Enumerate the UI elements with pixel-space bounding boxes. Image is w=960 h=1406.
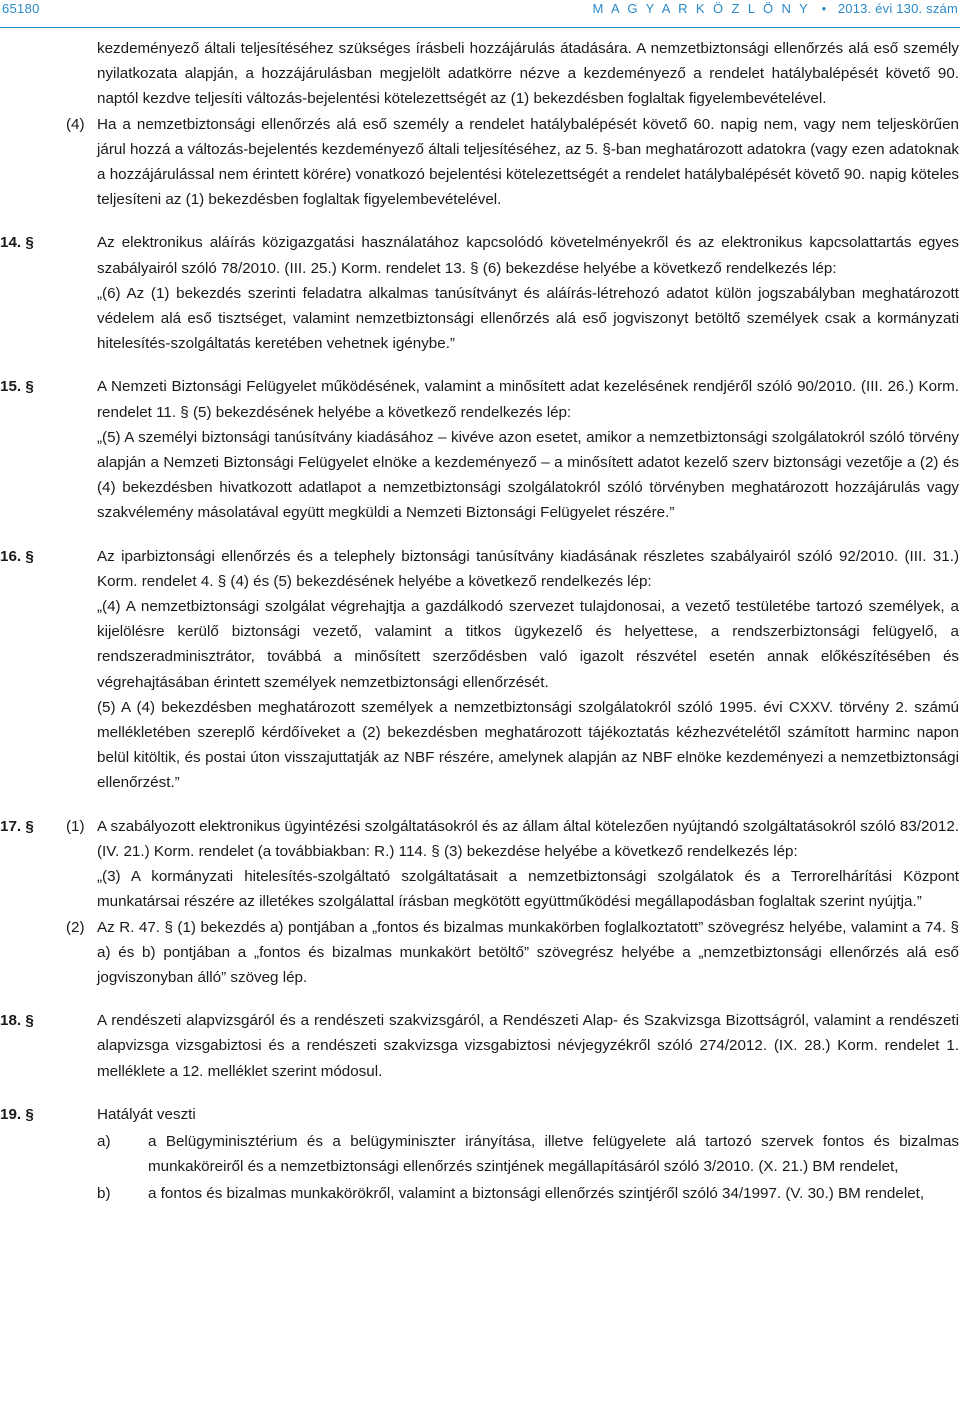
- page-number: 65180: [2, 1, 40, 16]
- section-number: 19. §: [0, 1105, 34, 1123]
- section-number: 18. §: [0, 1012, 34, 1030]
- section-18: [0, 1008, 960, 1084]
- section-number: 16. §: [0, 547, 34, 565]
- paragraph: Az iparbiztonsági ellenőrzés és a telephely biztonsági tanúsítvány kiadásának részletes szabályairól szóló 92/2010. (III. 31.) Korm. rendelet 4. § (4) és (5) bekezdésének helyébe a következő rendelkezés lép:: [97, 547, 959, 590]
- document-body: [0, 36, 960, 1207]
- subsection-4: [0, 112, 960, 213]
- section-number: 17. §: [0, 817, 34, 835]
- subsection-number: (1): [66, 817, 85, 835]
- section-17: [0, 814, 960, 915]
- intro-block: [0, 36, 960, 112]
- quoted-paragraph: (5) A (4) bekezdésben meghatározott személyek a nemzetbiztonsági szolgálatokról szóló 1995. évi CXXV. törvény 2. számú mellékletében szereplő kérdőíveket a (2) bekezdésben meghatározott tájékoztatás kézhezvételétől számított harminc napon belül kitöltik, és postai úton visszajuttatják az NBF részére, amelynek alapján az NBF elnöke kezdeményezi a nemzetbiztonsági ellenőrzést.”: [97, 698, 959, 792]
- list-item-letter: a): [97, 1132, 111, 1150]
- paragraph: Hatályát veszti: [97, 1105, 196, 1123]
- section-19: [0, 1102, 960, 1207]
- page-header: [0, 0, 960, 20]
- list-item-letter: b): [97, 1185, 111, 1203]
- section-17-subsection-2: [0, 915, 960, 991]
- section-number: 14. §: [0, 234, 34, 252]
- list-item-text: a Belügyminisztérium és a belügyminiszter irányítása, illetve felügyelete alá tartozó szervek fontos és bizalmas munkaköreiről és a nemzetbiztonsági ellenőrzés szintjének megállapításáról szóló 3/2010. (X. 21.) BM rendelet,: [148, 1132, 959, 1176]
- journal-title: M A G Y A R K Ö Z L Ö N Y: [592, 1, 811, 16]
- quoted-paragraph: „(5) A személyi biztonsági tanúsítvány kiadásához – kivéve azon esetet, amikor a nemzetbiztonsági szolgálatokról szóló törvény alapján a Nemzeti Biztonsági Felügyelet elnöke a kezdeményező – a minősített adatot kezelő szerv biztonsági vezetője a (2) és (4) bekezdésben hivatkozott adatlapot a nemzetbiztonsági szolgálatokról szóló törvényben meghatározott hozzájárulás vagy szakvélemény másolatával együtt megküldi a Nemzeti Biztonsági Felügyelet részére.”: [97, 428, 959, 522]
- paragraph: A Nemzeti Biztonsági Felügyelet működésének, valamint a minősített adat kezelésének rendjéről szóló 90/2010. (III. 26.) Korm. rendelet 11. § (5) bekezdésének helyébe a következő rendelkezés lép:: [97, 378, 959, 421]
- list-item: [0, 1181, 960, 1206]
- paragraph: Ha a nemzetbiztonsági ellenőrzés alá eső személy a rendelet hatálybalépését követő 60. napig nem, vagy nem teljeskörűen járul hozzá a változás-bejelentés kezdeményező általi teljesítéséhez, az 5. §-ban meghatározott adatokra (vagy ezen adatoknak a hozzájárulással nem érintett körére) vonatkozó bejelentési kötelezettségét a rendelet hatálybalépését követő 90. napig köteles teljesíteni az (1) bekezdésben foglaltak figyelembevételével.: [97, 115, 959, 209]
- section-16: [0, 544, 960, 796]
- paragraph: Az R. 47. § (1) bekezdés a) pontjában a „fontos és bizalmas munkakörben foglalkoztatott” szövegrész helyébe, valamint a 74. § a) és b) pontjában a „fontos és bizalmas munkakört betöltő” szövegrész helyébe a „nemzetbiztonsági ellenőrzés alá eső jogviszonyban álló” szöveg lép.: [97, 918, 959, 986]
- quoted-paragraph: „(4) A nemzetbiztonsági szolgálat végrehajtja a gazdálkodó szervezet tulajdonosai, a vezető testületébe tartozó személyek, a kijelölésre kerülő biztonsági vezető, valamint a titkos ügykezelő és helyettese, a rendszerbiztonsági felügyelő, a rendszeradminisztrátor, továbbá a minősített szerződésben való igazolt részvétel esetén annak előkészítésében és végrehajtásában érintett személyek nemzetbiztonsági ellenőrzését.: [97, 598, 959, 691]
- paragraph: A rendészeti alapvizsgáról és a rendészeti szakvizsgáról, a Rendészeti Alap- és Szakvizsga Bizottságról, valamint a rendészeti alapvizsga vizsgabiztosi és a rendészeti szakvizsga vizsgabiztosi névjegyzékről szóló 274/2012. (IX. 28.) Korm. rendelet 1. melléklete a 12. melléklet szerint módosul.: [97, 1012, 959, 1080]
- header-rule: [0, 27, 960, 28]
- list-item-text: a fontos és bizalmas munkakörökről, valamint a biztonsági ellenőrzés szintjéről szóló 34/1997. (V. 30.) BM rendelet,: [148, 1185, 925, 1203]
- subsection-number: (2): [66, 918, 85, 936]
- list-item: [0, 1129, 960, 1179]
- quoted-paragraph: „(6) Az (1) bekezdés szerinti feladatra alkalmas tanúsítványt és aláírás-létrehozó adatot külön jogszabályban meghatározott védelem alá eső tisztséget, valamint nemzetbiztonsági ellenőrzés alá eső jogviszonyt betöltő személyek csak a kormányzati hitelesítés-szolgáltatás keretében vehetnek igénybe.”: [97, 284, 959, 353]
- paragraph: Az elektronikus aláírás közigazgatási használatához kapcsolódó követelményekről és az elektronikus kapcsolattartás egyes szabályairól szóló 78/2010. (III. 25.) Korm. rendelet 13. § (6) bekezdése helyébe a következő rendelkezés lép:: [97, 234, 959, 277]
- subsection-number: (4): [66, 115, 85, 133]
- journal-info: [592, 0, 958, 17]
- journal-separator: •: [821, 1, 827, 16]
- section-number: 15. §: [0, 378, 34, 396]
- quoted-paragraph: „(3) A kormányzati hitelesítés-szolgáltató szolgáltatásait a nemzetbiztonsági szolgálatok és a Terrorelhárítási Központ munkatársai részére az illetékes szolgálattal írásban megkötött együttműködési megállapodásban foglaltak szerint nyújtja.”: [97, 868, 959, 911]
- journal-issue: 2013. évi 130. szám: [837, 1, 958, 16]
- paragraph: kezdeményező általi teljesítéséhez szükséges írásbeli hozzájárulás átadására. A nemzetbiztonsági ellenőrzés alá eső személy nyilatkozata alapján, a hozzájárulásban megjelölt adatkörre nézve a kezdeményező a rendelet hatálybalépését követő 90. naptól kezdve teljesíti változás-bejelentési kötelezettségét az (1) bekezdésben foglaltak figyelembevételével.: [97, 40, 959, 108]
- paragraph: A szabályozott elektronikus ügyintézési szolgáltatásokról és az állam által kötelezően nyújtandó szolgáltatásokról szóló 83/2012. (IV. 21.) Korm. rendelet (a továbbiakban: R.) 114. § (3) bekezdése helyébe a következő rendelkezés lép:: [97, 817, 959, 860]
- section-15: [0, 374, 960, 525]
- section-14: [0, 230, 960, 356]
